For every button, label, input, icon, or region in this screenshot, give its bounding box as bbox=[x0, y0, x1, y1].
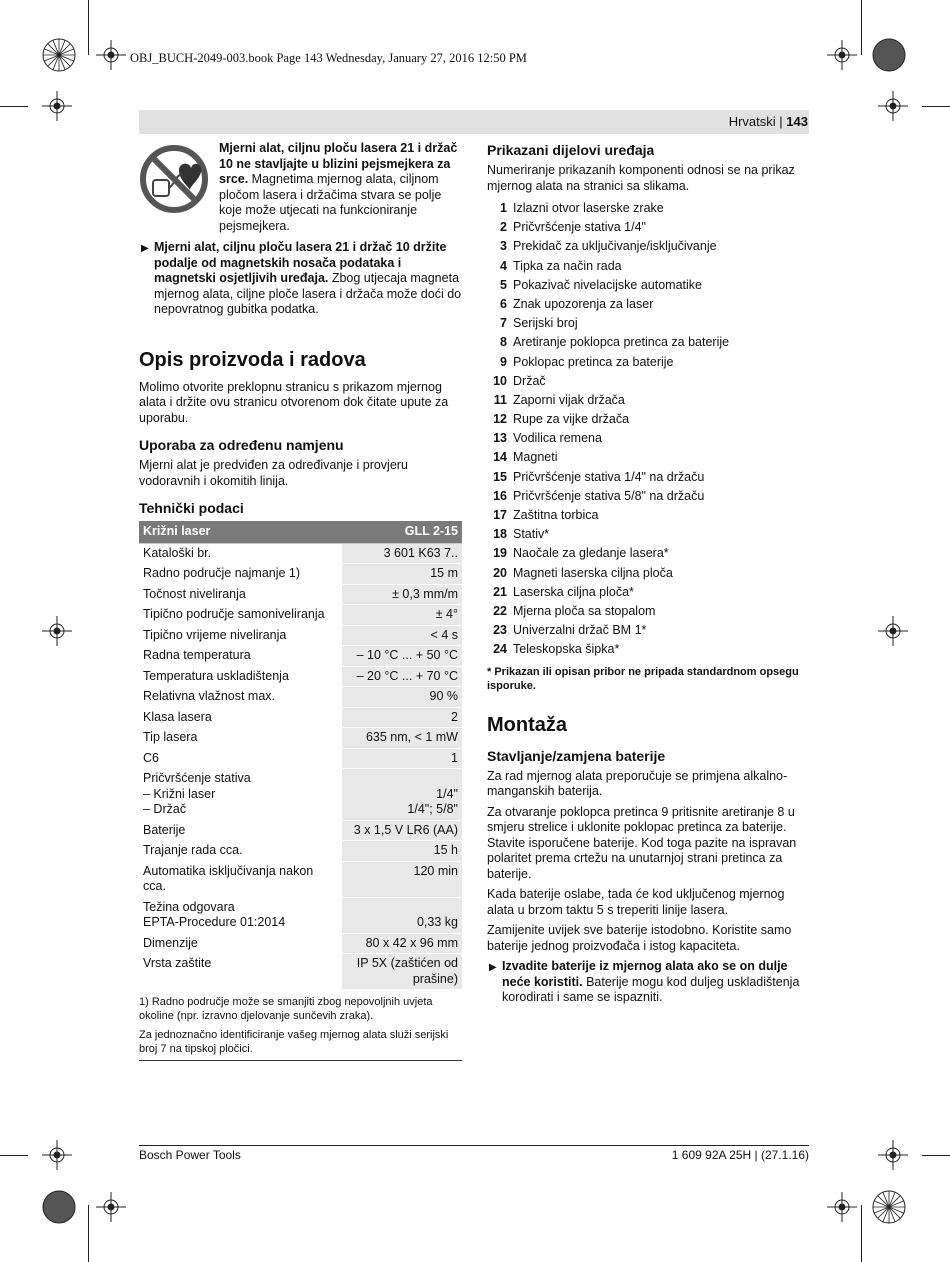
part-number: 22 bbox=[493, 603, 507, 618]
accessory-note: * Prikazan ili opisan pribor ne pripada standardnom opsegu isporuke. bbox=[487, 665, 799, 692]
part-number: 10 bbox=[493, 373, 507, 388]
intro-text: Molimo otvorite preklopnu stranicu s prikazom mjernog alata i držite ovu stranicu otvorenom dok čitate upute za uporabu. bbox=[139, 379, 449, 425]
spec-value: 3 x 1,5 V LR6 (AA) bbox=[342, 820, 462, 841]
spec-label: Klasa lasera bbox=[139, 707, 342, 728]
spec-value: – 10 °C ... + 50 °C bbox=[342, 646, 462, 667]
part-label: Izlazni otvor laserske zrake bbox=[513, 201, 664, 215]
footer-right: 1 609 92A 25H | (27.1.16) bbox=[671, 1148, 809, 1162]
list-item bbox=[487, 429, 809, 448]
battery-warning-text: Baterije mogu kod duljeg uskladištenja korodirati i same se ispazniti. bbox=[502, 974, 800, 1004]
montage-title: Montaža bbox=[487, 713, 567, 736]
table-row bbox=[139, 728, 462, 749]
crop-mark bbox=[0, 1155, 28, 1156]
registration-target-icon bbox=[878, 616, 908, 646]
table-row bbox=[139, 543, 462, 564]
part-label: Magneti bbox=[513, 450, 558, 465]
crop-mark bbox=[88, 1205, 89, 1262]
registration-target-icon bbox=[42, 616, 72, 646]
parts-intro: Numeriranje prikazanih komponenti odnosi se na prikaz mjernog alata na stranici sa slikama. bbox=[487, 163, 795, 193]
part-number: 24 bbox=[493, 642, 507, 657]
list-item bbox=[487, 621, 809, 640]
spec-value: 1 bbox=[342, 748, 462, 769]
registration-target-icon bbox=[96, 1192, 126, 1222]
spec-label: Vrsta zaštite bbox=[139, 954, 342, 990]
part-number: 17 bbox=[493, 508, 507, 522]
spec-label: Automatika isključivanja nakon cca. bbox=[139, 861, 342, 897]
part-number: 16 bbox=[493, 488, 507, 503]
section-title: Opis proizvoda i radova bbox=[139, 348, 366, 371]
table-row bbox=[139, 769, 462, 821]
part-number: 3 bbox=[500, 239, 507, 254]
table-row bbox=[139, 954, 462, 990]
table-header-value: GLL 2-15 bbox=[342, 521, 462, 543]
spec-label: Radna temperatura bbox=[139, 646, 342, 667]
part-label: Univerzalni držač BM 1* bbox=[513, 623, 647, 638]
registration-target-icon bbox=[42, 91, 72, 121]
spec-value: 90 % bbox=[342, 687, 462, 708]
part-number: 6 bbox=[500, 296, 507, 311]
spec-value: ± 4° bbox=[342, 605, 462, 626]
table-row bbox=[139, 646, 462, 667]
spec-label: Težina odgovara EPTA-Procedure 01:2014 bbox=[139, 897, 342, 933]
part-label: Znak upozorenja za laser bbox=[513, 296, 654, 311]
part-number: 4 bbox=[500, 258, 507, 273]
spec-label: Kataloški br. bbox=[139, 543, 342, 564]
part-label: Pokazivač nivelacijske automatike bbox=[513, 277, 702, 292]
part-number: 7 bbox=[500, 316, 507, 331]
list-item bbox=[487, 544, 809, 563]
left-column bbox=[139, 141, 462, 1061]
battery-title: Stavljanje/zamjena baterije bbox=[487, 747, 666, 764]
spec-value: < 4 s bbox=[342, 625, 462, 646]
table-row bbox=[139, 584, 462, 605]
battery-p4: Zamijenite uvijek sve baterije istodobno. Koristite samo baterije jednog proizvođača i istog kapaciteta. bbox=[487, 923, 792, 953]
table-row bbox=[139, 748, 462, 769]
spec-value: 120 min bbox=[342, 861, 462, 897]
bullet-triangle-icon: ▶ bbox=[489, 962, 497, 973]
no-pacemaker-icon bbox=[139, 144, 209, 214]
spec-value: ± 0,3 mm/m bbox=[342, 584, 462, 605]
list-item bbox=[487, 199, 809, 218]
list-item bbox=[487, 468, 809, 487]
part-number: 2 bbox=[500, 220, 507, 235]
pacemaker-warning bbox=[139, 141, 462, 234]
parts-title: Prikazani dijelovi uređaja bbox=[487, 142, 655, 158]
spec-value: 15 m bbox=[342, 564, 462, 585]
page-number: 143 bbox=[786, 114, 808, 129]
spec-value: 80 x 42 x 96 mm bbox=[342, 933, 462, 954]
list-item bbox=[487, 602, 809, 621]
part-label: Vodilica remena bbox=[513, 431, 602, 446]
registration-target-icon bbox=[96, 40, 126, 70]
list-item bbox=[487, 583, 809, 602]
tech-title: Tehnički podaci bbox=[139, 500, 244, 516]
part-label: Naočale za gledanje lasera* bbox=[513, 546, 669, 561]
registration-target-icon bbox=[827, 1192, 857, 1222]
spec-value: – 20 °C ... + 70 °C bbox=[342, 666, 462, 687]
part-label: Stativ* bbox=[513, 527, 550, 542]
spec-value: IP 5X (zaštićen od prašine) bbox=[342, 954, 462, 990]
parts-list bbox=[487, 199, 809, 660]
list-item bbox=[487, 391, 809, 410]
footer-rule bbox=[139, 1145, 809, 1146]
table-row bbox=[139, 666, 462, 687]
part-label: Laserska ciljna ploča* bbox=[513, 584, 634, 599]
table-row bbox=[139, 933, 462, 954]
part-label: Mjerna ploča sa stopalom bbox=[513, 603, 656, 618]
list-item bbox=[487, 525, 809, 544]
part-label: Serijski broj bbox=[513, 316, 578, 331]
spec-label: Radno područje najmanje 1) bbox=[139, 564, 342, 585]
part-label: Rupe za vijke držača bbox=[513, 412, 630, 427]
registration-dot-icon bbox=[872, 38, 906, 72]
list-item bbox=[487, 448, 809, 467]
list-item bbox=[487, 276, 809, 295]
table-end-rule bbox=[139, 1060, 462, 1061]
battery-warning-bold: Izvadite baterije iz mjernog alata ako se on dulje neće koristiti. bbox=[502, 959, 788, 989]
crop-mark bbox=[922, 106, 950, 107]
list-item bbox=[487, 353, 809, 372]
registration-target-icon bbox=[878, 91, 908, 121]
spec-label: Tipično područje samoniveliranja bbox=[139, 605, 342, 626]
table-row bbox=[139, 861, 462, 897]
table-row bbox=[139, 625, 462, 646]
spec-value: 1/4" 1/4"; 5/8" bbox=[342, 769, 462, 821]
warning1-text: Magnetima mjernog alata, ciljnom pločom lasera i držačima stvara se polje koje može utjecati na funkcioniranje pejsmejkera. bbox=[219, 172, 442, 233]
warning2-text: Zbog utjecaja magneta mjernog alata, ciljne ploče lasera i držača može doći do nepovratnog gubitka podatka. bbox=[154, 271, 462, 316]
list-item bbox=[487, 640, 809, 659]
registration-target-icon bbox=[42, 1140, 72, 1170]
table-header-label: Križni laser bbox=[139, 521, 342, 543]
header-language: Hrvatski bbox=[728, 114, 776, 129]
part-number: 21 bbox=[493, 584, 507, 599]
magnet-warning bbox=[139, 240, 462, 318]
table-header-row bbox=[139, 521, 462, 543]
spec-value: 635 nm, < 1 mW bbox=[342, 728, 462, 749]
part-number: 8 bbox=[500, 335, 507, 350]
part-label: Pričvršćenje stativa 1/4" na držaču bbox=[513, 469, 705, 484]
spec-label: Tip lasera bbox=[139, 728, 342, 749]
crop-mark bbox=[0, 106, 28, 107]
part-label: Tipka za način rada bbox=[513, 258, 622, 273]
list-item bbox=[487, 372, 809, 391]
part-number: 19 bbox=[493, 546, 507, 561]
table-row bbox=[139, 605, 462, 626]
spec-label: Pričvršćenje stativa – Križni laser – Držač bbox=[139, 769, 342, 821]
right-column bbox=[487, 141, 809, 1011]
list-item bbox=[487, 314, 809, 333]
part-number: 14 bbox=[493, 450, 507, 465]
footnote-2: Za jednoznačno identificiranje vašeg mjernog alata služi serijski broj 7 na tipskoj pločici. bbox=[139, 1029, 449, 1055]
table-row bbox=[139, 820, 462, 841]
table-row bbox=[139, 841, 462, 862]
crop-mark bbox=[88, 0, 89, 55]
part-number: 23 bbox=[493, 623, 507, 638]
registration-wheel-icon bbox=[872, 1190, 906, 1224]
spec-value: 2 bbox=[342, 707, 462, 728]
usage-text: Mjerni alat je predviđen za određivanje i provjeru vodoravnih i okomitih linija. bbox=[139, 458, 408, 488]
tech-table bbox=[139, 521, 462, 990]
part-label: Zaporni vijak držača bbox=[513, 392, 625, 407]
part-number: 15 bbox=[493, 469, 507, 484]
part-number: 20 bbox=[493, 565, 507, 580]
list-item bbox=[487, 237, 809, 256]
part-number: 9 bbox=[500, 354, 507, 369]
battery-p1: Za rad mjernog alata preporučuje se primjena alkalno-manganskih baterija. bbox=[487, 768, 788, 798]
usage-title: Uporaba za određenu namjenu bbox=[139, 437, 344, 453]
spec-label: Tipično vrijeme niveliranja bbox=[139, 625, 342, 646]
spec-label: Relativna vlažnost max. bbox=[139, 687, 342, 708]
battery-p2: Za otvaranje poklopca pretinca 9 pritisnite aretiranje 8 u smjeru strelice i uklonite poklopac pretinca za baterije. Stavite isporučene baterije. Kod toga pazite na ispravan polaritet prema crtežu na unutarnjoj strani pretinca za baterije. bbox=[487, 804, 797, 881]
warning2-bold: Mjerni alat, ciljnu ploču lasera 21 i držač 10 držite podalje od magnetskih nosača podataka i magnetski osjetljivih uređaja. bbox=[154, 240, 447, 285]
registration-target-icon bbox=[878, 1140, 908, 1170]
list-item bbox=[487, 333, 809, 352]
battery-warning bbox=[487, 959, 809, 1006]
registration-target-icon bbox=[827, 40, 857, 70]
footer-left: Bosch Power Tools bbox=[139, 1148, 241, 1162]
part-number: 18 bbox=[493, 527, 507, 542]
spec-label: Temperatura uskladištenja bbox=[139, 666, 342, 687]
part-number: 13 bbox=[493, 431, 507, 446]
spec-label: Točnost niveliranja bbox=[139, 584, 342, 605]
list-item bbox=[487, 218, 809, 237]
list-item bbox=[487, 410, 809, 429]
part-number: 5 bbox=[500, 277, 507, 292]
list-item bbox=[487, 257, 809, 276]
list-item bbox=[487, 487, 809, 506]
registration-wheel-icon bbox=[42, 38, 76, 72]
part-label: Poklopac pretinca za baterije bbox=[513, 354, 674, 369]
list-item bbox=[487, 506, 809, 525]
header-separator: | bbox=[779, 114, 783, 129]
battery-p3: Kada baterije oslabe, tada će kod uključenog mjernog alata u brzom taktu 5 s treperiti linije lasera. bbox=[487, 887, 785, 917]
spec-label: Trajanje rada cca. bbox=[139, 841, 342, 862]
part-label: Pričvršćenje stativa 1/4" bbox=[513, 220, 646, 235]
table-row bbox=[139, 564, 462, 585]
footnote-1: 1) Radno područje može se smanjiti zbog nepovoljnih uvjeta okoline (npr. izravno djelovanje sunčevih zraka). bbox=[139, 996, 433, 1022]
table-row bbox=[139, 687, 462, 708]
spec-label: Dimenzije bbox=[139, 933, 342, 954]
bullet-triangle-icon: ▶ bbox=[141, 243, 149, 254]
part-label: Magneti laserska ciljna ploča bbox=[513, 565, 673, 580]
part-number: 1 bbox=[500, 201, 507, 215]
warning1-bold: Mjerni alat, ciljnu ploču lasera 21 i držač 10 ne stavljajte u blizini pejsmejkera za srce. bbox=[219, 141, 458, 186]
part-number: 11 bbox=[493, 392, 507, 407]
part-label: Držač bbox=[513, 373, 546, 388]
table-row bbox=[139, 707, 462, 728]
registration-dot-icon bbox=[42, 1190, 76, 1224]
crop-mark bbox=[922, 1155, 950, 1156]
header-band bbox=[139, 110, 809, 134]
part-label: Zaštitna torbica bbox=[513, 508, 599, 522]
part-number: 12 bbox=[493, 412, 507, 427]
list-item bbox=[487, 564, 809, 583]
table-row bbox=[139, 897, 462, 933]
part-label: Prekidač za uključivanje/isključivanje bbox=[513, 239, 717, 254]
pdf-header: OBJ_BUCH-2049-003.book Page 143 Wednesday, January 27, 2016 12:50 PM bbox=[130, 51, 527, 65]
spec-value: 3 601 K63 7.. bbox=[342, 543, 462, 564]
spec-value: 0,33 kg bbox=[342, 897, 462, 933]
spec-value: 15 h bbox=[342, 841, 462, 862]
spec-label: Baterije bbox=[139, 820, 342, 841]
crop-mark bbox=[861, 1205, 862, 1262]
part-label: Teleskopska šipka* bbox=[513, 642, 620, 657]
list-item bbox=[487, 295, 809, 314]
spec-label: C6 bbox=[139, 748, 342, 769]
part-label: Aretiranje poklopca pretinca za baterije bbox=[513, 335, 730, 350]
part-label: Pričvršćenje stativa 5/8" na držaču bbox=[513, 488, 705, 503]
crop-mark bbox=[861, 0, 862, 55]
page-header bbox=[729, 114, 808, 129]
